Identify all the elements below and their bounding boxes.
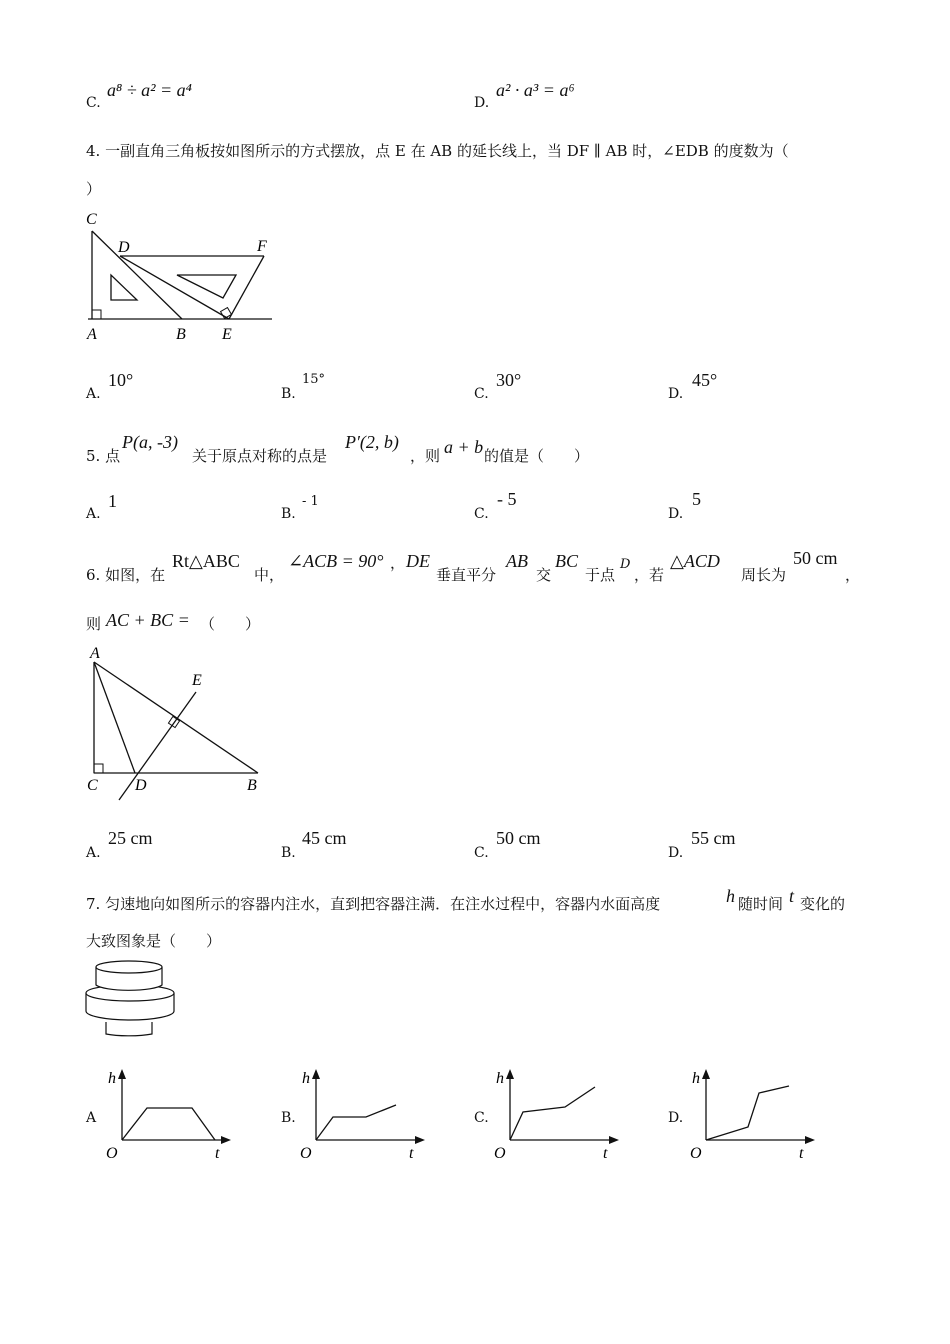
q5-prefix: 5. 点 bbox=[86, 447, 121, 465]
q6-comma: ， bbox=[845, 566, 861, 584]
q4-label-e: E bbox=[222, 326, 232, 343]
q7-t: t bbox=[789, 886, 795, 906]
q4-option-d-label: D. bbox=[668, 386, 684, 402]
q7-end: 变化的 bbox=[800, 895, 846, 913]
q6-label-b: B bbox=[247, 777, 257, 794]
q4-option-a-label: A. bbox=[86, 386, 101, 402]
q4-option-b-value: 15° bbox=[302, 372, 326, 387]
q4-option-c-label: C. bbox=[474, 386, 489, 402]
q6-label-c: C bbox=[87, 777, 98, 794]
q4-label-a: A bbox=[87, 326, 97, 343]
q7-graph-b-origin: O bbox=[300, 1145, 312, 1162]
q6-line2-suffix: （ ） bbox=[200, 615, 261, 633]
q7-graph-a-origin: O bbox=[106, 1145, 118, 1162]
q6-option-b-value: 45 cm bbox=[302, 828, 347, 848]
q6-sep: ， bbox=[390, 554, 406, 572]
q4-question-text-end: ） bbox=[86, 180, 102, 198]
q7-graph-d-origin: O bbox=[690, 1145, 702, 1162]
q5-option-a-label: A. bbox=[86, 506, 101, 522]
q7-graph-d bbox=[684, 1065, 824, 1165]
q6-label-e: E bbox=[192, 672, 202, 689]
q4-label-c: C bbox=[86, 211, 97, 228]
q4-option-a-value: 10° bbox=[108, 370, 134, 390]
q5-mid: 关于原点对称的点是 bbox=[192, 447, 328, 465]
q3-option-c-label: C. bbox=[86, 95, 101, 111]
q6-acd: △ACD bbox=[670, 551, 720, 571]
q6-mid5: ，若 bbox=[634, 566, 665, 584]
q5-point-p2: P′(2, b) bbox=[345, 432, 399, 452]
q7-graph-c-label: C. bbox=[474, 1110, 489, 1126]
q7-graph-a-y: h bbox=[108, 1070, 116, 1087]
q7-line2: 大致图象是（ ） bbox=[86, 932, 222, 950]
q5-option-b-label: B. bbox=[281, 506, 296, 522]
q7-graph-a-x: t bbox=[215, 1145, 220, 1162]
q7-graph-b-label: B. bbox=[281, 1110, 296, 1126]
q5-expr: a + b bbox=[444, 437, 484, 457]
q6-option-d-value: 55 cm bbox=[691, 828, 736, 848]
q5-mid2: ，则 bbox=[410, 447, 441, 465]
q7-graph-b-y: h bbox=[302, 1070, 310, 1087]
q7-graph-c-x: t bbox=[603, 1145, 608, 1162]
q6-line2-prefix: 则 bbox=[86, 615, 102, 633]
q7-graph-d-y: h bbox=[692, 1070, 700, 1087]
q6-prefix: 6. 如图，在 bbox=[86, 566, 166, 584]
q7-graph-d-x: t bbox=[799, 1145, 804, 1162]
q6-perimeter: 50 cm bbox=[793, 548, 838, 568]
q6-d: D bbox=[620, 557, 631, 572]
q7-graph-c-y: h bbox=[496, 1070, 504, 1087]
q6-de: DE bbox=[406, 551, 430, 571]
q6-figure bbox=[80, 640, 280, 805]
q6-option-d-label: D. bbox=[668, 845, 684, 861]
q4-label-d: D bbox=[118, 239, 130, 256]
q6-mid1: 中， bbox=[254, 566, 285, 584]
q5-point-p: P(a, -3) bbox=[122, 432, 178, 452]
q3-option-c-expr: a⁸ ÷ a² = a⁴ bbox=[107, 80, 192, 100]
q4-question-text: 4. 一副直角三角板按如图所示的方式摆放，点 E 在 AB 的延长线上，当 DF ∥ AB 时，∠EDB 的度数为（ bbox=[86, 142, 789, 160]
q7-graph-c-origin: O bbox=[494, 1145, 506, 1162]
q6-option-c-value: 50 cm bbox=[496, 828, 541, 848]
q5-option-b-value: - 1 bbox=[302, 494, 319, 509]
q4-option-d-value: 45° bbox=[692, 370, 718, 390]
q6-mid6: 周长为 bbox=[741, 566, 787, 584]
q4-label-b: B bbox=[176, 326, 186, 343]
q5-option-d-label: D. bbox=[668, 506, 684, 522]
q7-graph-b-x: t bbox=[409, 1145, 414, 1162]
q6-angle: ∠ACB = 90° bbox=[288, 551, 384, 571]
q7-graph-a-label: A bbox=[86, 1110, 97, 1126]
q7-graph-d-label: D. bbox=[668, 1110, 684, 1126]
q6-mid2: 垂直平分 bbox=[436, 566, 497, 584]
q6-ab: AB bbox=[506, 551, 528, 571]
q6-bc: BC bbox=[555, 551, 579, 571]
q7-mid: 随时间 bbox=[738, 895, 784, 913]
q6-option-a-value: 25 cm bbox=[108, 828, 153, 848]
q6-option-c-label: C. bbox=[474, 845, 489, 861]
q7-graph-c bbox=[488, 1065, 628, 1165]
q3-option-d-label: D. bbox=[474, 95, 490, 111]
q6-option-b-label: B. bbox=[281, 845, 296, 861]
q4-figure bbox=[80, 205, 280, 345]
q5-option-a-value: 1 bbox=[108, 491, 117, 511]
q7-graph-b bbox=[294, 1065, 434, 1165]
q5-option-c-label: C. bbox=[474, 506, 489, 522]
q3-option-d-expr: a² · a³ = a⁶ bbox=[496, 80, 575, 100]
q5-suffix: 的值是（ ） bbox=[484, 447, 590, 465]
q4-option-c-value: 30° bbox=[496, 370, 522, 390]
q5-option-d-value: 5 bbox=[692, 489, 701, 509]
q6-label-a: A bbox=[90, 645, 100, 662]
q7-line1: 7. 匀速地向如图所示的容器内注水，直到把容器注满．在注水过程中，容器内水面高度 bbox=[86, 895, 661, 913]
q6-mid4: 于点 bbox=[585, 566, 616, 584]
q4-option-b-label: B. bbox=[281, 386, 296, 402]
q6-mid3: 交 bbox=[536, 566, 552, 584]
q6-option-a-label: A. bbox=[86, 845, 101, 861]
q6-label-d: D bbox=[135, 777, 147, 794]
q7-h: h bbox=[726, 886, 735, 906]
q6-tri: Rt△ABC bbox=[172, 551, 240, 571]
q6-line2-expr: AC + BC = bbox=[106, 610, 190, 630]
q7-container-figure bbox=[82, 955, 182, 1050]
q5-option-c-value: - 5 bbox=[497, 489, 517, 509]
q4-label-f: F bbox=[257, 238, 267, 255]
q7-graph-a bbox=[100, 1065, 240, 1165]
